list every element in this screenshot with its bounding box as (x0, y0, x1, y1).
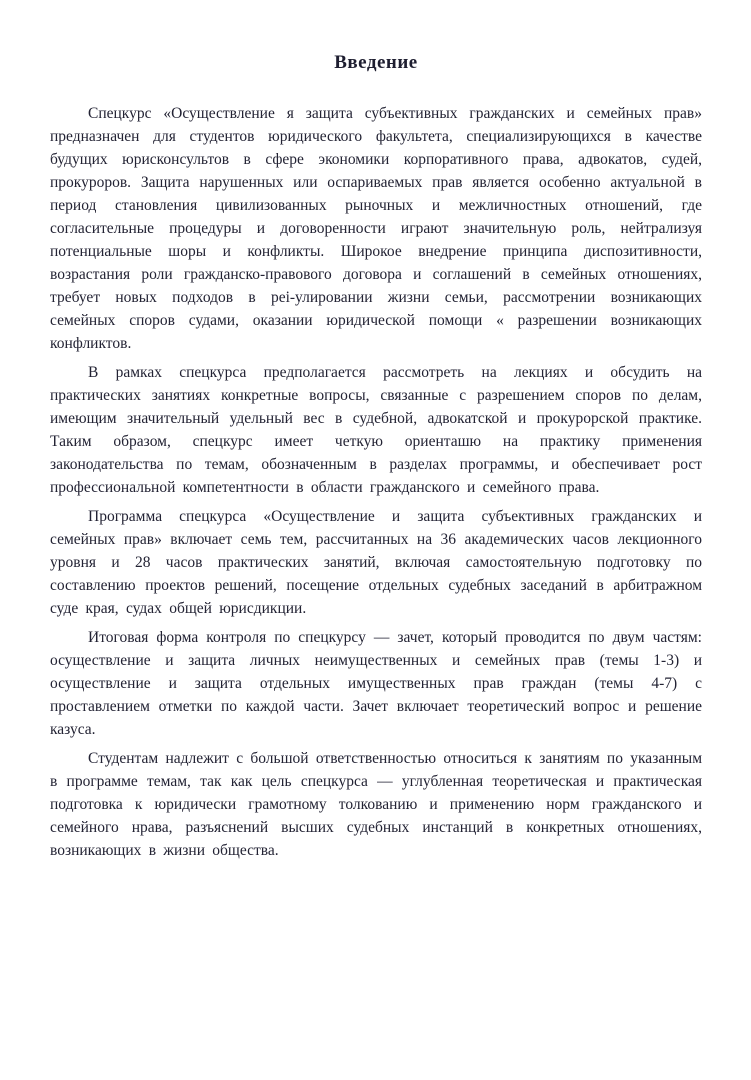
paragraph: Спецкурс «Осуществление я защита субъективных гражданских и семейных прав» предназначен для студентов юридического факультета, специализирующихся в качестве будущих юрисконсультов в сфере экономики корпоративного права, адвокатов, судей, прокуроров. Защита нарушенных или оспариваемых прав является особенно актуальной в период становления цивилизованных рыночных и межличностных отношений, где согласительные процедуры и договоренности играют значительную роль, нейтрализуя потенциальные шоры и конфликты. Широкое внедрение принципа диспозитивности, возрастания роли гражданско-правового договора и соглашений в семейных отношениях, требует новых подходов в реi-улировании жизни семьи, рассмотрении возникающих семейных споров судами, оказании юридической помощи « разрешении возникающих конфликтов. (50, 105, 702, 352)
paragraph: Программа спецкурса «Осуществление и защита субъективных гражданских и семейных прав» включает семь тем, рассчитанных на 36 академических часов лекционного уровня и 28 часов практических занятий, включая самостоятельную подготовку по составлению проектов решений, посещение отдельных судебных заседаний в арбитражном суде края, судах общей юрисдикции. (50, 508, 702, 617)
paragraph: Итоговая форма контроля по спецкурсу — зачет, который проводится по двум частям: осуществление и защита личных неимущественных и семейных прав (темы 1-3) и осуществление и защита отдельных имущественных прав граждан (темы 4-7) с проставлением отметки по каждой части. Зачет включает теоретический вопрос и решение казуса. (50, 629, 702, 738)
document-body (50, 102, 702, 862)
paragraph: Студентам надлежит с большой ответственностью относиться к занятиям по указанным в программе темам, так как цель спецкурса — углубленная теоретическая и практическая подготовка к юридически грамотному толкованию и применению норм гражданского и семейного нрава, разъяснений высших судебных инстанций в конкретных отношениях, возникающих в жизни общества. (50, 750, 703, 859)
page-title: Введение (334, 52, 418, 73)
paragraph: В рамках спецкурса предполагается рассмотреть на лекциях и обсудить на практических занятиях конкретные вопросы, связанные с разрешением споров по делам, имеющим значительный удельный вес в судебной, адвокатской и прокурорской практике. Таким образом, спецкурс имеет четкую ориенташю на практику применения законодательства по темам, обозначенным в разделах программы, и обеспечивает рост профессиональной компетентности в области гражданского и семейного права. (50, 364, 702, 496)
